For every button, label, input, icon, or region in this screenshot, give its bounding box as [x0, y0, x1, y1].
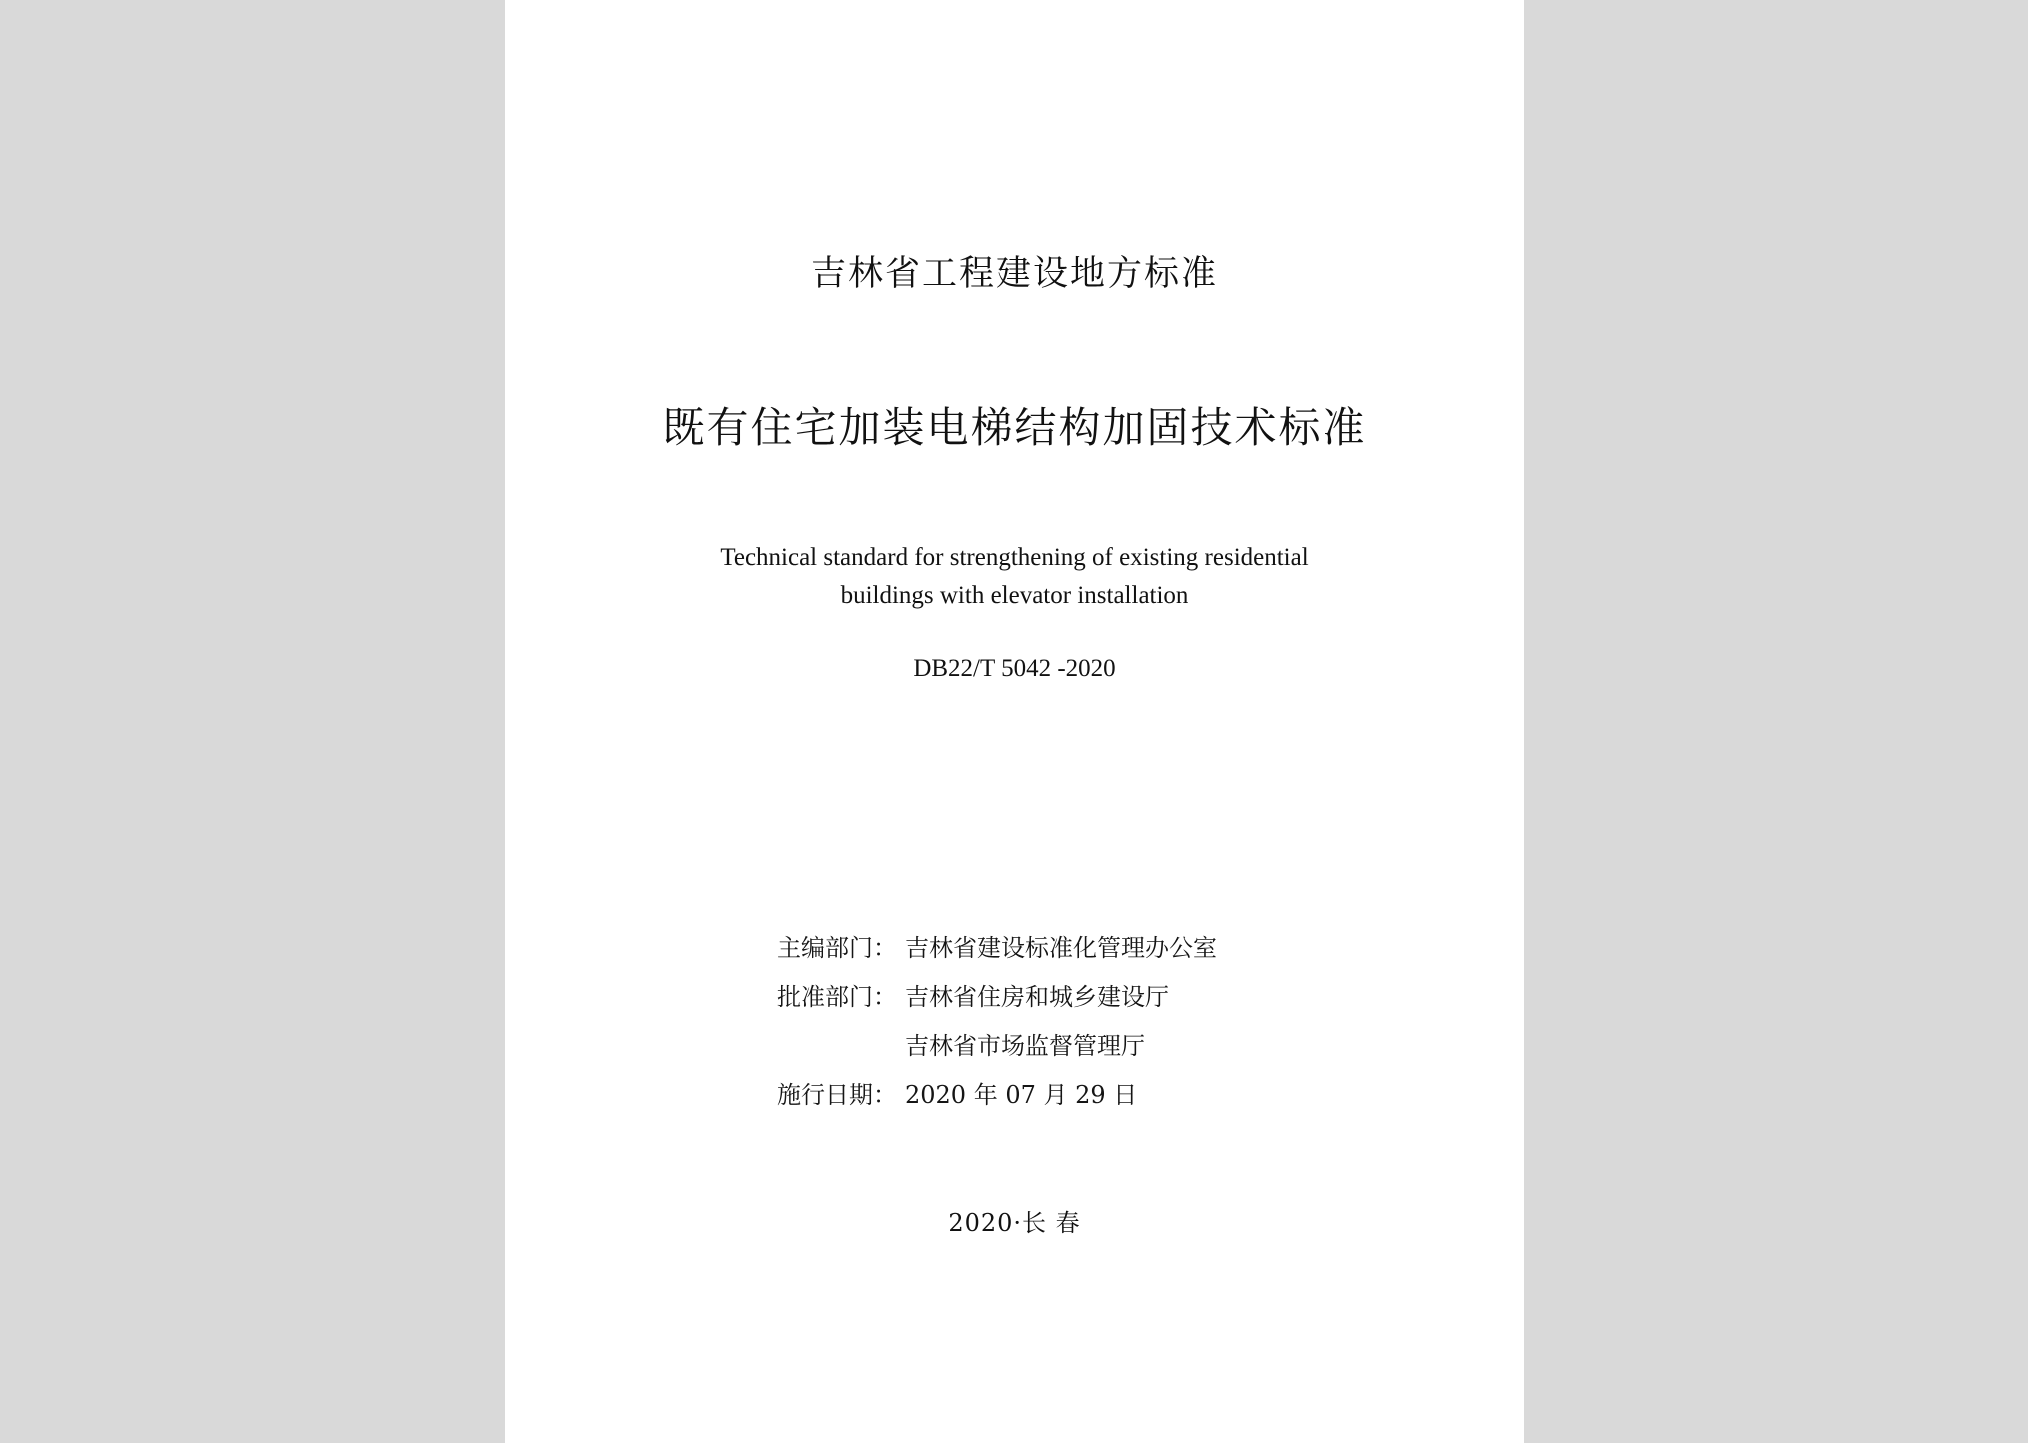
effective-date-label: 施行日期： [777, 1081, 897, 1109]
editor-row [777, 924, 1217, 973]
approver-label: 批准部门： [777, 983, 897, 1011]
approver-row [777, 973, 1217, 1022]
effective-date-row [777, 1071, 1217, 1120]
english-title-line-2: buildings with elevator installation [840, 582, 1189, 609]
blank-label [777, 1022, 905, 1071]
english-title-line-1: Technical standard for strengthening of existing residential [720, 544, 1309, 571]
document-page [505, 0, 1524, 1443]
english-title [505, 539, 1524, 615]
publication-info [777, 924, 1217, 1120]
approver-value-1: 吉林省住房和城乡建设厅 [905, 983, 1169, 1011]
effective-date-value: 2020 年 07 月 29 日 [905, 1081, 1138, 1109]
main-title: 既有住宅加装电梯结构加固技术标准 [662, 403, 1367, 452]
approver-value-2: 吉林省市场监督管理厅 [905, 1032, 1145, 1060]
approver-row-2 [777, 1022, 1217, 1071]
editor-label: 主编部门： [777, 934, 897, 962]
series-title: 吉林省工程建设地方标准 [810, 254, 1218, 294]
place-year: 2020·长 春 [948, 1209, 1081, 1237]
standard-code: DB22/T 5042 -2020 [913, 655, 1116, 682]
editor-value: 吉林省建设标准化管理办公室 [905, 934, 1217, 962]
